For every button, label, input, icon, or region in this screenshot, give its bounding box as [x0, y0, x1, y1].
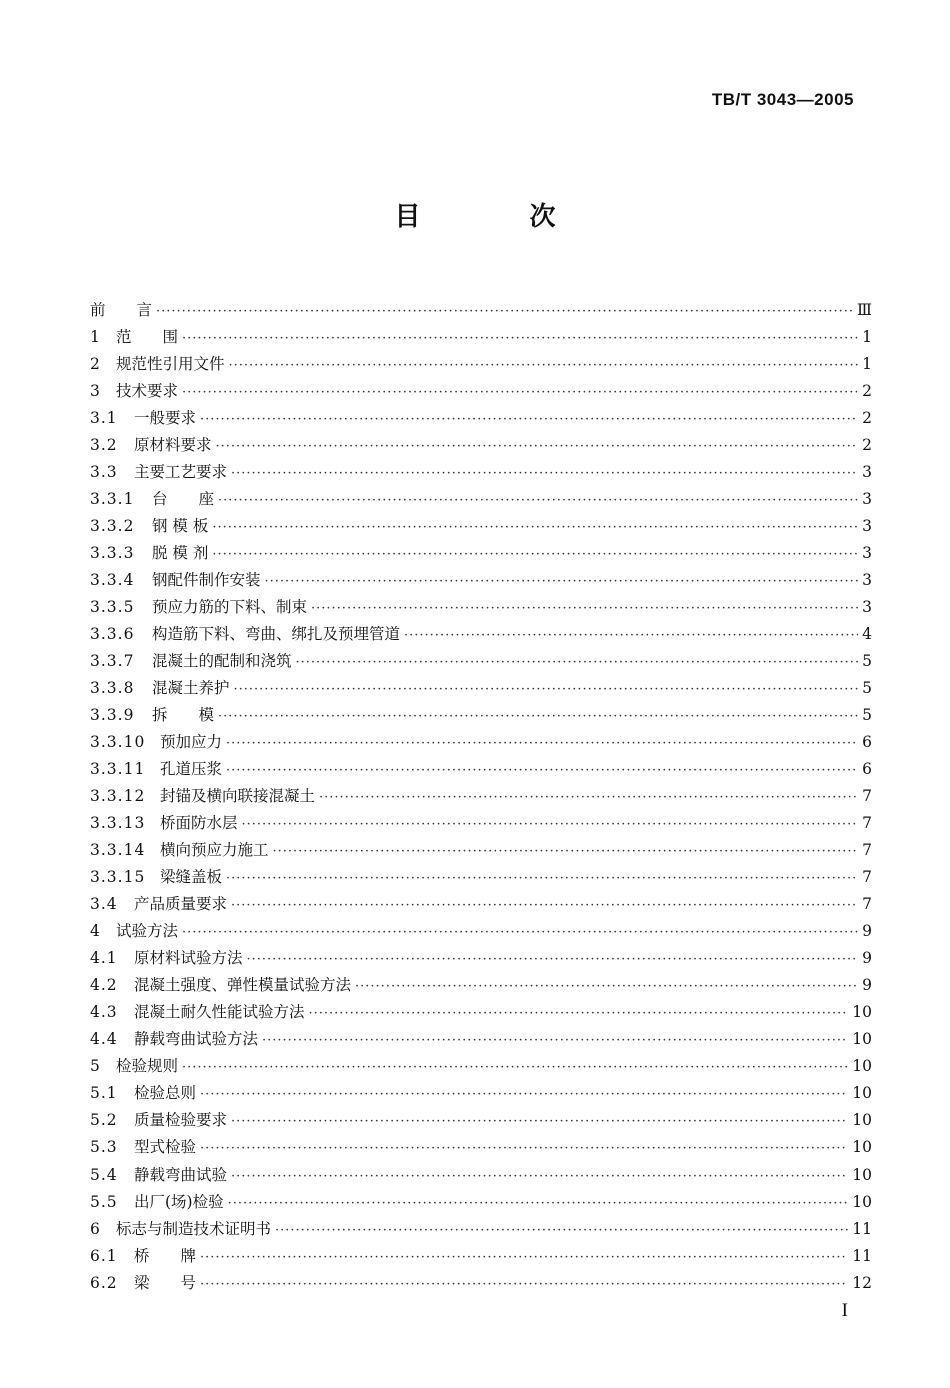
toc-entry-number: 3.3.13	[90, 814, 146, 833]
standard-code: TB/T 3043—2005	[711, 90, 854, 109]
toc-entry-title: 一般要求	[134, 409, 197, 428]
toc-entry-number: 3.3.14	[90, 841, 146, 860]
dot-leader	[229, 352, 859, 379]
toc-entry-number: 5	[90, 1057, 101, 1076]
toc-entry-number: 2	[90, 355, 101, 374]
toc-entry[interactable]	[90, 513, 872, 540]
toc-entry-page: 11	[852, 1219, 872, 1238]
toc-entry[interactable]	[90, 1134, 872, 1161]
toc-entry-title: 钢 模 板	[152, 517, 209, 536]
toc-entry-title: 范 围	[116, 328, 179, 347]
toc-entry-title: 规范性引用文件	[116, 355, 225, 374]
dot-leader	[212, 541, 858, 568]
dot-leader	[218, 703, 858, 730]
toc-entry-page: 5	[862, 652, 872, 671]
dot-leader	[200, 1081, 848, 1108]
toc-entry-page: 10	[852, 1111, 872, 1130]
toc-entry-title: 混凝土的配制和浇筑	[152, 652, 292, 671]
toc-entry-number: 3.3.15	[90, 868, 146, 887]
toc-entry-page: 7	[862, 841, 872, 860]
page-number: I	[841, 1300, 848, 1321]
toc-entry-page: 10	[852, 1003, 872, 1022]
toc-entry-page: 3	[862, 517, 872, 536]
dot-leader	[216, 433, 859, 460]
toc-entry-number: 3.1	[90, 409, 118, 428]
dot-leader	[182, 919, 858, 946]
dot-leader	[231, 892, 858, 919]
toc-entry[interactable]	[90, 1216, 872, 1243]
toc-entry-number: 3.3.6	[90, 625, 135, 644]
toc-entry-number: 5.4	[90, 1165, 118, 1184]
toc-entry-number: 3.3.10	[90, 733, 146, 752]
toc-entry-title: 预加应力	[160, 733, 223, 752]
toc-entry-number: 5.1	[90, 1084, 118, 1103]
toc-entry-page: 2	[862, 382, 872, 401]
toc-entry-number: 3.3.9	[90, 706, 135, 725]
toc-entry[interactable]	[90, 729, 872, 756]
toc-entry-number: 3.3.4	[90, 571, 135, 590]
toc-entry-page: 10	[852, 1165, 872, 1184]
toc-entry-title: 钢配件制作安装	[152, 571, 261, 590]
toc-entry-page: 9	[862, 976, 872, 995]
toc-entry[interactable]	[90, 486, 872, 513]
toc-entry-title: 检验规则	[116, 1057, 179, 1076]
toc-entry-number: 4.4	[90, 1030, 118, 1049]
dot-leader	[182, 379, 858, 406]
toc-entry[interactable]	[90, 783, 872, 810]
toc-entry-number: 4.3	[90, 1003, 118, 1022]
toc-entry-title: 桥 牌	[134, 1246, 197, 1265]
toc-entry[interactable]	[90, 837, 872, 864]
toc-entry-number: 3.3	[90, 463, 118, 482]
toc-entry-number: 4.2	[90, 976, 118, 995]
toc-entry-page: 2	[862, 409, 872, 428]
toc-entry-title: 封锚及横向联接混凝土	[160, 787, 316, 806]
toc-entry-page: 3	[862, 544, 872, 563]
toc-entry-title: 出厂(场)检验	[134, 1192, 224, 1211]
toc-entry[interactable]	[90, 891, 872, 918]
dot-leader	[234, 676, 859, 703]
dot-leader	[242, 811, 859, 838]
toc-entry-title: 脱 模 剂	[152, 544, 209, 563]
dot-leader	[182, 325, 858, 352]
toc-entry-number: 6.2	[90, 1273, 118, 1292]
toc-entry-number: 3.3.1	[90, 490, 135, 509]
dot-leader	[200, 1271, 848, 1298]
toc-entry-title: 静载弯曲试验方法	[134, 1030, 259, 1049]
toc-entry-page: 7	[862, 895, 872, 914]
toc-entry[interactable]	[90, 567, 872, 594]
toc-entry-page: 3	[862, 463, 872, 482]
toc-entry-page: 1	[862, 328, 872, 347]
toc-entry-title: 预应力筋的下料、制束	[152, 598, 308, 617]
toc-entry-number: 6	[90, 1219, 101, 1238]
toc-entry[interactable]	[90, 1107, 872, 1134]
toc-entry-page: 9	[862, 922, 872, 941]
dot-leader	[296, 649, 859, 676]
toc-entry[interactable]	[90, 459, 872, 486]
toc-entry[interactable]	[90, 1080, 872, 1107]
page-title: 目 次	[394, 202, 606, 232]
toc-entry[interactable]	[90, 702, 872, 729]
toc-entry-title: 原材料要求	[134, 436, 212, 455]
dot-leader	[228, 1190, 849, 1217]
toc-entry-number: 3.2	[90, 436, 118, 455]
toc-entry[interactable]	[90, 810, 872, 837]
toc-entry-page: 7	[862, 814, 872, 833]
toc-entry[interactable]	[90, 945, 872, 972]
toc-entry-page: 7	[862, 787, 872, 806]
toc-entry-number: 3.3.3	[90, 544, 135, 563]
toc-entry-number: 3.3.11	[90, 760, 146, 779]
toc-entry[interactable]	[90, 405, 872, 432]
dot-leader	[200, 1135, 848, 1162]
dot-leader	[226, 865, 858, 892]
toc-entry-page: 9	[862, 949, 872, 968]
dot-leader	[156, 298, 853, 325]
toc-entry-title: 桥面防水层	[160, 814, 238, 833]
dot-leader	[273, 838, 859, 865]
dot-leader	[231, 1108, 848, 1135]
dot-leader	[355, 973, 858, 1000]
toc-entry-number: 4.1	[90, 949, 118, 968]
toc-entry-title: 孔道压浆	[160, 760, 223, 779]
toc-entry-page: 10	[852, 1138, 872, 1157]
toc-entry-number: 5.2	[90, 1111, 118, 1130]
toc-entry-page: 1	[862, 355, 872, 374]
toc-entry[interactable]	[90, 432, 872, 459]
toc-entry-page: 6	[862, 760, 872, 779]
toc-entry[interactable]	[90, 864, 872, 891]
dot-leader	[404, 622, 858, 649]
toc-entry[interactable]	[90, 972, 872, 999]
dot-leader	[275, 1217, 848, 1244]
dot-leader	[200, 406, 858, 433]
toc-entry-title: 主要工艺要求	[134, 463, 228, 482]
toc-entry[interactable]	[90, 756, 872, 783]
table-of-contents	[90, 297, 872, 1297]
toc-entry-number: 6.1	[90, 1246, 118, 1265]
toc-entry-title: 梁缝盖板	[160, 868, 223, 887]
toc-entry-page: 3	[862, 598, 872, 617]
toc-entry-number: 3.3.8	[90, 679, 135, 698]
toc-entry[interactable]	[90, 1162, 872, 1189]
toc-entry[interactable]	[90, 999, 872, 1026]
dot-leader	[319, 784, 858, 811]
toc-entry-page: 5	[862, 706, 872, 725]
toc-entry-number: 3.4	[90, 895, 118, 914]
toc-entry-title: 前 言	[90, 301, 153, 319]
toc-entry-page: 4	[862, 625, 872, 644]
toc-entry-number: 4	[90, 922, 101, 941]
dot-leader	[231, 1163, 848, 1190]
dot-leader	[311, 595, 858, 622]
toc-entry-title: 检验总则	[134, 1084, 197, 1103]
dot-leader	[309, 1000, 849, 1027]
toc-entry-number: 3.3.7	[90, 652, 135, 671]
toc-entry-number: 3.3.12	[90, 787, 146, 806]
toc-entry-title: 质量检验要求	[134, 1111, 228, 1130]
dot-leader	[226, 757, 858, 784]
toc-entry[interactable]	[90, 675, 872, 702]
dot-leader	[182, 1054, 848, 1081]
toc-entry-number: 3	[90, 382, 101, 401]
toc-entry-number: 3.3.5	[90, 598, 135, 617]
toc-entry[interactable]	[90, 351, 872, 378]
toc-entry-title: 标志与制造技术证明书	[116, 1219, 272, 1238]
toc-entry-number: 5.5	[90, 1192, 118, 1211]
toc-entry-page: 5	[862, 679, 872, 698]
dot-leader	[212, 514, 858, 541]
toc-entry-title: 产品质量要求	[134, 895, 228, 914]
dot-leader	[247, 946, 859, 973]
dot-leader	[262, 1027, 848, 1054]
toc-entry-title: 拆 模	[152, 706, 215, 725]
toc-entry-title: 构造筋下料、弯曲、绑扎及预埋管道	[152, 625, 401, 644]
toc-entry[interactable]	[90, 1189, 872, 1216]
toc-entry-title: 横向预应力施工	[160, 841, 269, 860]
toc-entry-title: 混凝土养护	[152, 679, 230, 698]
toc-entry-page: 7	[862, 868, 872, 887]
toc-entry-page: 10	[852, 1192, 872, 1211]
toc-entry-page: 11	[852, 1246, 872, 1265]
dot-leader	[200, 1244, 848, 1271]
toc-entry[interactable]	[90, 540, 872, 567]
toc-entry-title: 试验方法	[116, 922, 179, 941]
toc-entry[interactable]	[90, 297, 872, 324]
toc-entry-number: 1	[90, 328, 101, 347]
toc-entry[interactable]	[90, 594, 872, 621]
toc-entry-page: 3	[862, 571, 872, 590]
toc-entry[interactable]	[90, 378, 872, 405]
toc-entry-page: 10	[852, 1030, 872, 1049]
toc-entry-page: Ⅲ	[857, 301, 872, 319]
toc-entry-title: 技术要求	[116, 382, 179, 401]
toc-entry[interactable]	[90, 1270, 872, 1297]
dot-leader	[231, 460, 858, 487]
toc-entry-title: 原材料试验方法	[134, 949, 243, 968]
dot-leader	[265, 568, 859, 595]
toc-entry-title: 型式检验	[134, 1138, 197, 1157]
toc-entry[interactable]	[90, 1243, 872, 1270]
toc-entry[interactable]	[90, 1053, 872, 1080]
dot-leader	[226, 730, 858, 757]
toc-entry-title: 静载弯曲试验	[134, 1165, 228, 1184]
toc-entry-page: 6	[862, 733, 872, 752]
toc-entry-page: 3	[862, 490, 872, 509]
toc-entry-number: 5.3	[90, 1138, 118, 1157]
toc-entry[interactable]	[90, 648, 872, 675]
toc-entry-title: 混凝土强度、弹性模量试验方法	[134, 976, 352, 995]
toc-entry[interactable]	[90, 324, 872, 351]
toc-entry-title: 台 座	[152, 490, 215, 509]
dot-leader	[218, 487, 858, 514]
toc-entry-page: 10	[852, 1084, 872, 1103]
toc-entry-title: 混凝土耐久性能试验方法	[134, 1003, 305, 1022]
toc-entry-title: 梁 号	[134, 1273, 197, 1292]
toc-entry-page: 12	[852, 1273, 872, 1292]
toc-entry-page: 2	[862, 436, 872, 455]
toc-entry[interactable]	[90, 1026, 872, 1053]
toc-entry-page: 10	[852, 1057, 872, 1076]
toc-entry[interactable]	[90, 621, 872, 648]
toc-entry-number: 3.3.2	[90, 517, 135, 536]
toc-entry[interactable]	[90, 918, 872, 945]
